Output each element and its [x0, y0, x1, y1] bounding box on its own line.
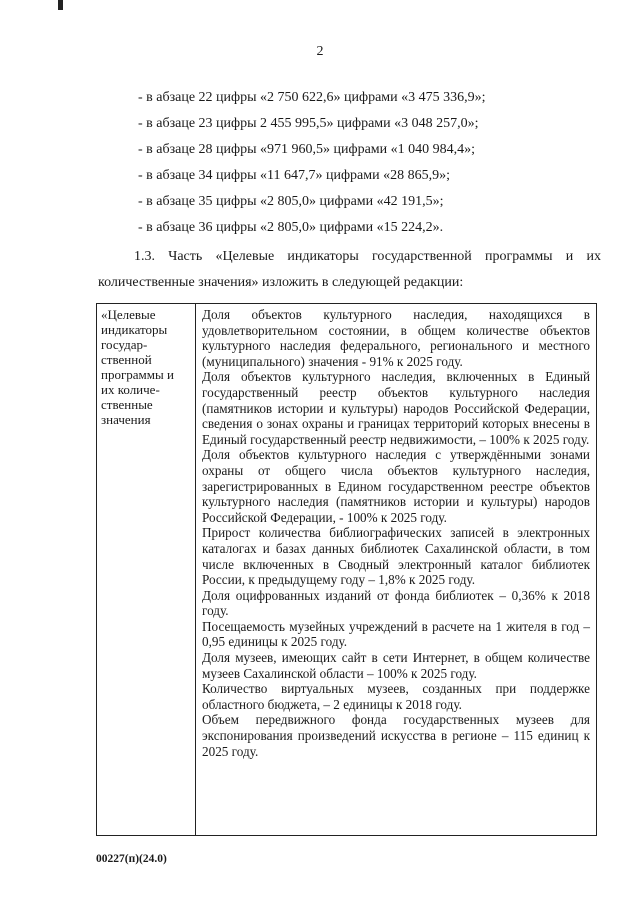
indicators-table	[96, 303, 597, 836]
indicator-item: Доля объектов культурного наследия с утверждёнными зонами охраны от общего числа объектов культурного наследия, зарегистрированных в Едином государственном реестре объектов культурного наследия (памятников истории и культуры) народов Российской Федерации, - 100% к 2025 году.	[202, 447, 590, 525]
table-indicators-cell	[196, 304, 596, 835]
amendment-item: - в абзаце 23 цифры 2 455 995,5» цифрами «3 048 257,0»;	[138, 116, 479, 131]
indicator-item: Доля музеев, имеющих сайт в сети Интернет, в общем количестве музеев Сахалинской области – 100% к 2025 году.	[202, 650, 590, 681]
amendment-item: - в абзаце 28 цифры «971 960,5» цифрами «1 040 984,4»;	[138, 142, 476, 157]
page-number: 2	[316, 44, 324, 59]
amendment-item: - в абзаце 34 цифры «11 647,7» цифрами «28 865,9»;	[138, 168, 451, 183]
indicator-item: Доля оцифрованных изданий от фонда библиотек – 0,36% к 2018 году.	[202, 587, 590, 619]
table-label-cell: «Целевые индикаторы государ- ственной программы и их количе- ственные значения	[97, 304, 196, 835]
indicator-item: Количество виртуальных музеев, созданных при поддержке областного бюджета, – 2 единицы к 2018 году.	[202, 681, 590, 712]
amendment-item: - в абзаце 36 цифры «2 805,0» цифрами «15 224,2».	[138, 220, 444, 235]
indicator-item: Посещаемость музейных учреждений в расчете на 1 жителя в год – 0,95 единицы к 2025 году.	[202, 618, 590, 650]
amendment-item: - в абзаце 22 цифры «2 750 622,6» цифрами «3 475 336,9»;	[138, 90, 486, 105]
indicator-item: Объем передвижного фонда государственных музеев для экспонирования произведений искусства в регионе – 115 единиц к 2025 году.	[202, 712, 590, 759]
amendment-list	[138, 90, 608, 246]
amendment-item: - в абзаце 35 цифры «2 805,0» цифрами «42 191,5»;	[138, 194, 444, 209]
scan-edge-mark	[58, 0, 63, 10]
indicator-item: Доля объектов культурного наследия, включенных в Единый государственный реестр объектов культурного наследия (памятников истории и культуры) народов Российской Федерации, сведения о зонах охраны и границах территорий которых внесены в Единый государственный реестр недвижимости, – 100% к 2025 году.	[202, 369, 590, 447]
indicator-item: Прирост количества библиографических записей в электронных каталогах и базах данных библиотек Сахалинской области, в том числе включенных в Сводный электронный каталог библиотек России, к предыдущему году – 1,8% к 2025 году.	[202, 525, 590, 588]
section-paragraph: 1.3. Часть «Целевые индикаторы государственной программы и их количественные значения» изложить в следующей редакции:	[98, 249, 601, 290]
indicator-item: Доля объектов культурного наследия, находящихся в удовлетворительном состоянии, в общем количестве объектов культурного наследия федерального, регионального и местного (муниципального) значения - 91% к 2025 году.	[202, 307, 590, 369]
document-code: 00227(п)(24.0)	[96, 853, 167, 865]
